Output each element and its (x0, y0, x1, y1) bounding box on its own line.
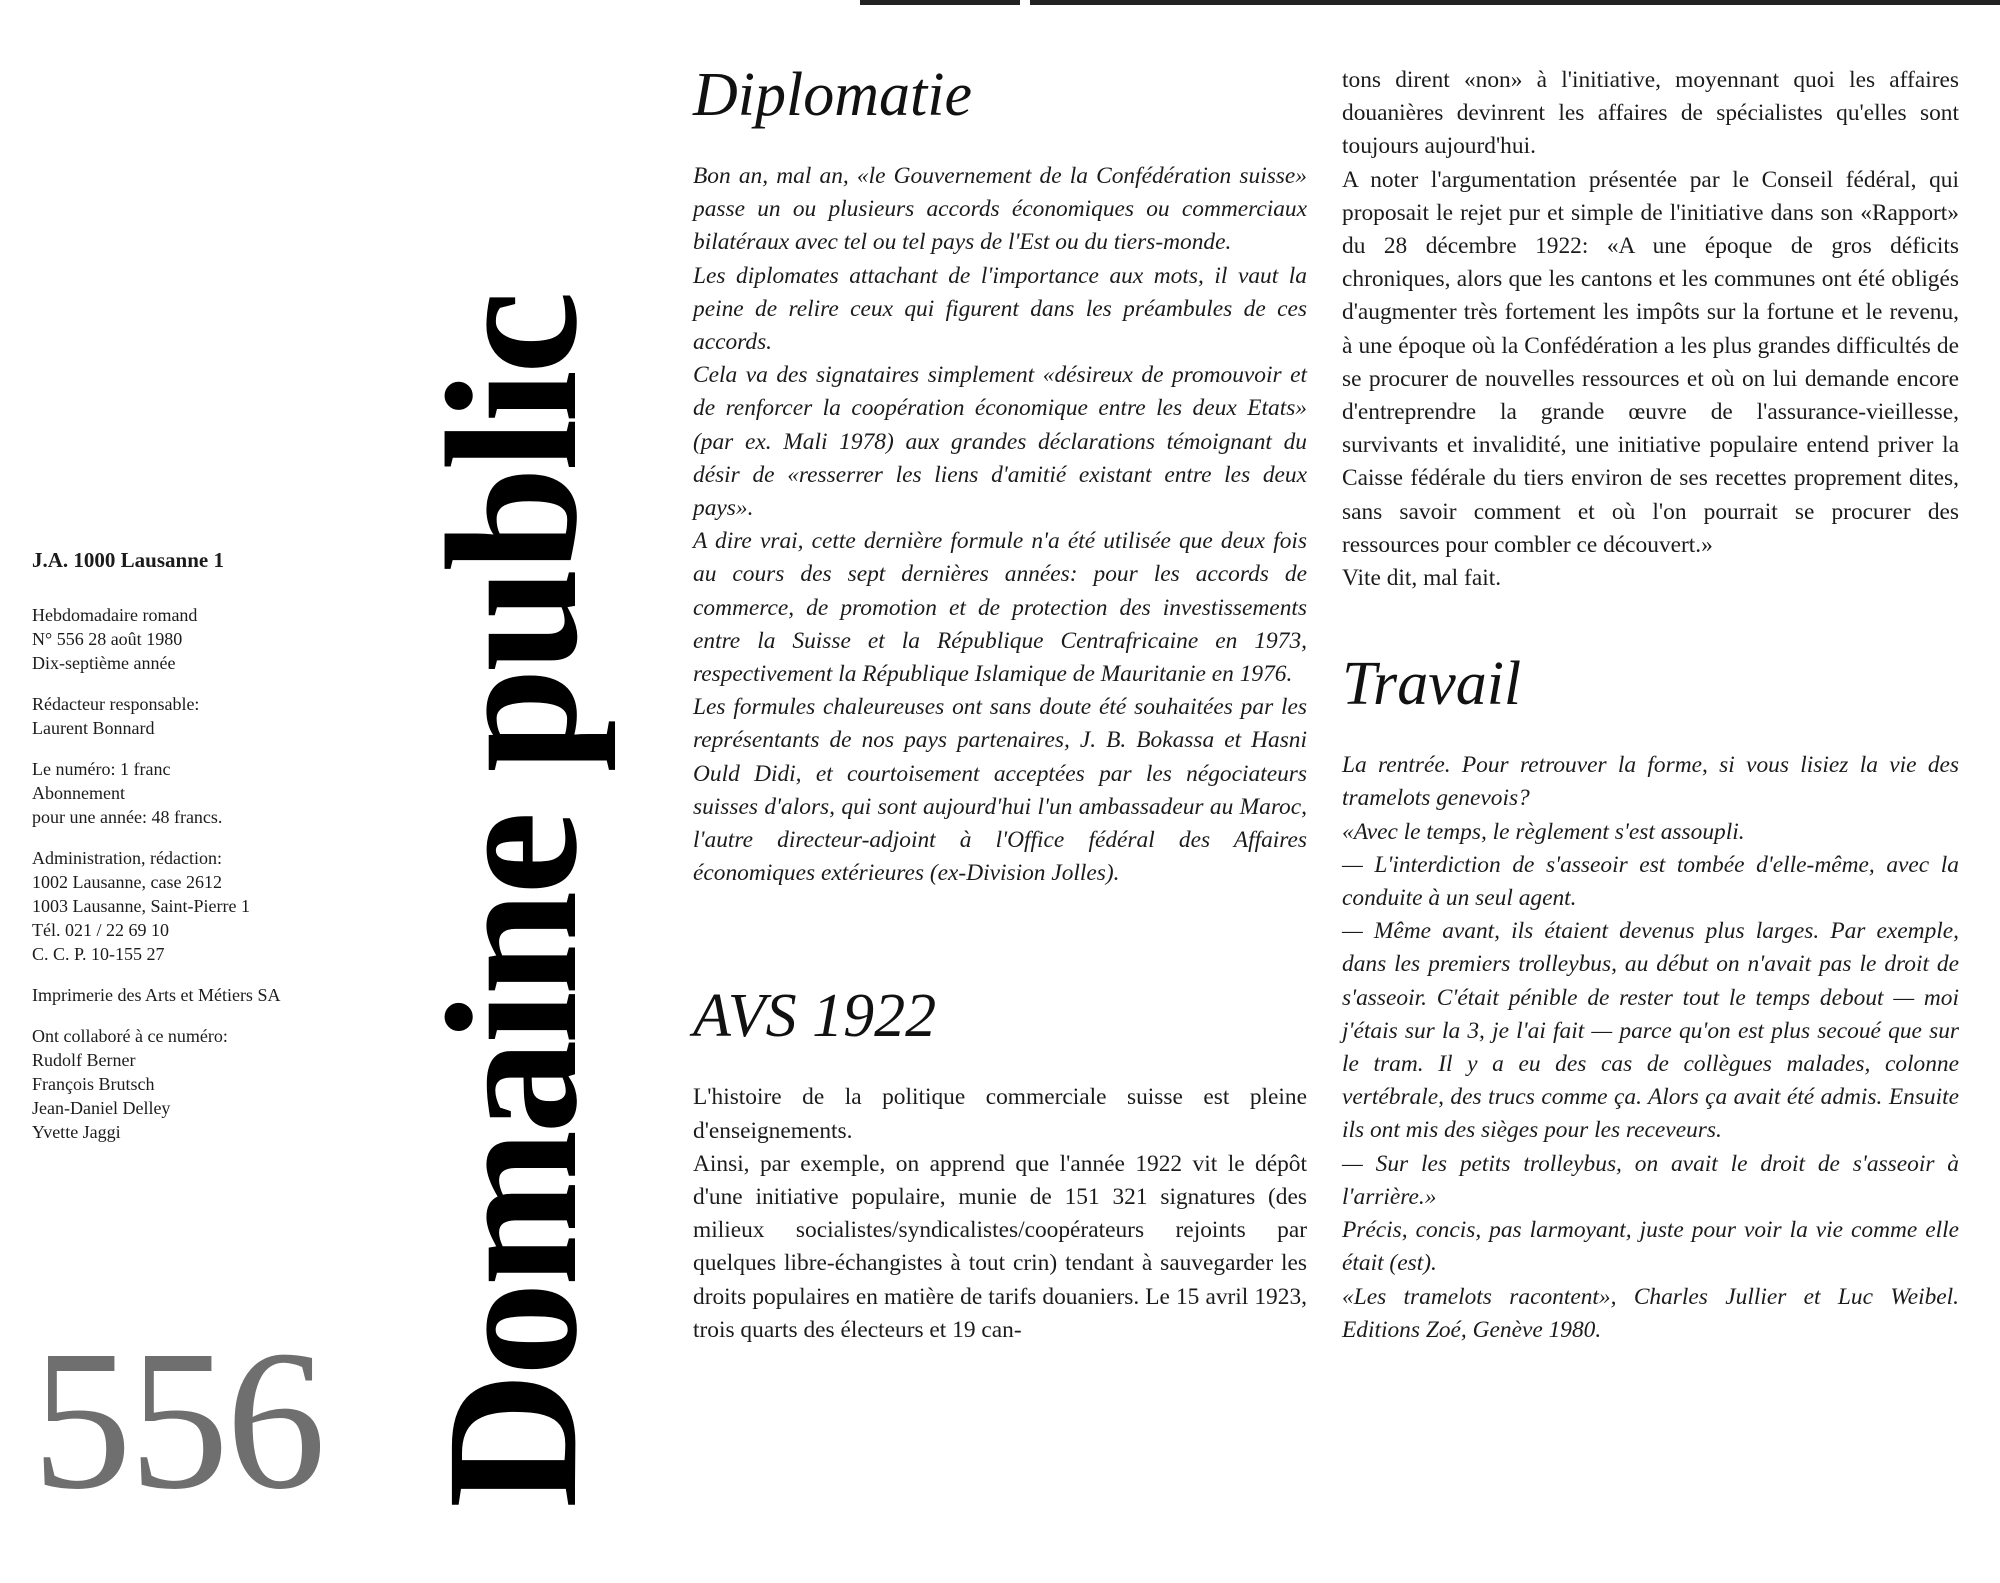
pricing-line: Le numéro: 1 franc (32, 759, 171, 779)
admin-line: Administration, rédaction: (32, 848, 222, 868)
imprint-sidebar (32, 548, 362, 1161)
contributor-name: Jean-Daniel Delley (32, 1098, 171, 1118)
travail-paragraph: — Même avant, ils étaient devenus plus larges. Par exemple, dans les premiers trolleybus, au début on n'avait pas le droit de s'asseoir. C'était pénible de rester tout le temps debout — moi j'étais sur la 3, je l'ai fait — parce qu'on est plus secoué que sur le tram. Il y a eu des cas de collègues malades, colonne vertébrale, des trucs comme ça. Alors ça avait été admis. Ensuite ils ont mis des sièges pour les receveurs. (1342, 918, 1959, 1144)
diplomatie-paragraph: Les formules chaleureuses ont sans doute été souhaitées par les représentants de nos pays partenaires, J. B. Bokassa et Hasni Ould Didi, et courtoisement acceptées par les négociateurs suisses d'alors, qui sont aujourd'hui l'un ambassadeur au Maroc, l'autre directeur-adjoint à l'Office fédéral des Affaires économiques extérieures (ex-Division Jolles). (693, 694, 1307, 887)
ja-address: J.A. 1000 Lausanne 1 (32, 548, 224, 572)
contributors-label: Ont collaboré à ce numéro: (32, 1026, 228, 1046)
info-line: Hebdomadaire romand (32, 605, 198, 625)
admin-line: C. C. P. 10-155 27 (32, 944, 165, 964)
avs-paragraph: L'histoire de la politique commerciale suisse est pleine d'enseignements. (693, 1084, 1307, 1144)
admin-line: 1002 Lausanne, case 2612 (32, 872, 222, 892)
travail-paragraph: — L'interdiction de s'asseoir est tombée d'elle-même, avec la conduite à un seul agent. (1342, 851, 1959, 912)
issue-number: 556 (32, 1310, 323, 1531)
avs-paragraph: tons dirent «non» à l'initiative, moyennant quoi les affaires douanières devinrent les affaires de spécialistes qu'elles sont toujours aujourd'hui. (1342, 67, 1959, 160)
top-rule (860, 0, 1020, 5)
diplomatie-paragraph: Cela va des signataires simplement «désireux de promouvoir et de renforcer la coopération économique entre les deux Etats» (par ex. Mali 1978) aux grandes déclarations témoignant du désir de «resserrer les liens d'amitié existant entre les deux pays». (693, 362, 1307, 522)
printer-info (32, 983, 362, 1007)
avs-paragraph: A noter l'argumentation présentée par le Conseil fédéral, qui proposait le rejet pur et simple de l'initiative dans son «Rapport» du 28 décembre 1922: «A une époque de gros déficits chroniques, alors que les cantons et les communes ont été obligés d'augmenter très fortement les impôts sur la fortune et le revenu, à une époque où la Confédération a les plus grandes difficultés de se procurer de nouvelles ressources et où on lui demande encore d'entreprendre la grande œuvre de l'assurance-vieillesse, survivants et invalidité, une initiative populaire entend priver la Caisse fédérale du tiers environ de ses recettes proprement dites, sans savoir comment et où l'on pourrait se procurer des ressources pour combler ce découvert.» (1342, 166, 1959, 558)
avs-paragraph: Vite dit, mal fait. (1342, 565, 1502, 592)
admin-line: Tél. 021 / 22 69 10 (32, 920, 169, 940)
printer-line: Imprimerie des Arts et Métiers SA (32, 985, 281, 1005)
diplomatie-paragraph: Les diplomates attachant de l'importance aux mots, il vaut la peine de relire ceux qui figurent dans les préambules de ces accords. (693, 262, 1307, 356)
pricing-line: pour une année: 48 francs. (32, 807, 223, 827)
travail-paragraph: La rentrée. Pour retrouver la forme, si vous lisiez la vie des tramelots genevois? (1342, 752, 1959, 812)
info-line: N° 556 28 août 1980 (32, 629, 183, 649)
editor-info (32, 692, 362, 740)
travail-paragraph: Précis, concis, pas larmoyant, juste pour voir la vie comme elle était (est). (1342, 1217, 1959, 1277)
diplomatie-paragraph: Bon an, mal an, «le Gouvernement de la Confédération suisse» passe un ou plusieurs accords économiques ou commerciaux bilatéraux avec tel ou tel pays de l'Est ou du tiers-monde. (693, 163, 1307, 256)
article-column-middle (693, 60, 1307, 1347)
pricing-info (32, 757, 362, 829)
contributor-name: François Brutsch (32, 1074, 155, 1094)
travail-paragraph: — Sur les petits trolleybus, on avait le droit de s'asseoir à l'arrière.» (1342, 1150, 1959, 1210)
travail-paragraph: «Avec le temps, le règlement s'est assoupli. (1342, 818, 1745, 845)
admin-line: 1003 Lausanne, Saint-Pierre 1 (32, 896, 250, 916)
avs-paragraph: Ainsi, par exemple, on apprend que l'année 1922 vit le dépôt d'une initiative populaire, munie de 151 321 signatures (des milieux socialistes/syndicalistes/coopérateurs rejoints par quelques libre-échangistes à tout crin) tendant à sauvegarder les droits populaires en matière de tarifs douaniers. Le 15 avril 1923, trois quarts des électeurs et 19 can- (693, 1150, 1307, 1343)
admin-info (32, 846, 362, 966)
pricing-line: Abonnement (32, 783, 125, 803)
travail-headline: Travail (1342, 650, 1522, 719)
contributors-info (32, 1024, 362, 1144)
masthead-title: Domaine public (407, 294, 616, 1508)
article-column-right (1342, 64, 1959, 1347)
editor-name: Laurent Bonnard (32, 718, 155, 738)
info-line: Dix-septième année (32, 653, 176, 673)
diplomatie-headline: Diplomatie (693, 61, 972, 129)
contributor-name: Yvette Jaggi (32, 1122, 121, 1142)
contributor-name: Rudolf Berner (32, 1050, 136, 1070)
diplomatie-paragraph: A dire vrai, cette dernière formule n'a été utilisée que deux fois au cours des sept dernières années: pour les accords de commerce, de promotion et de protection des investissements entre la Suisse et la République Centrafricaine en 1973, respectivement la République Islamique de Mauritanie en 1976. (693, 528, 1307, 688)
editor-label: Rédacteur responsable: (32, 694, 200, 714)
avs-headline: AVS 1922 (693, 982, 937, 1051)
top-rule (1030, 0, 2000, 5)
publication-info (32, 603, 362, 675)
travail-paragraph: «Les tramelots racontent», Charles Jullier et Luc Weibel. Editions Zoé, Genève 1980. (1342, 1283, 1959, 1343)
